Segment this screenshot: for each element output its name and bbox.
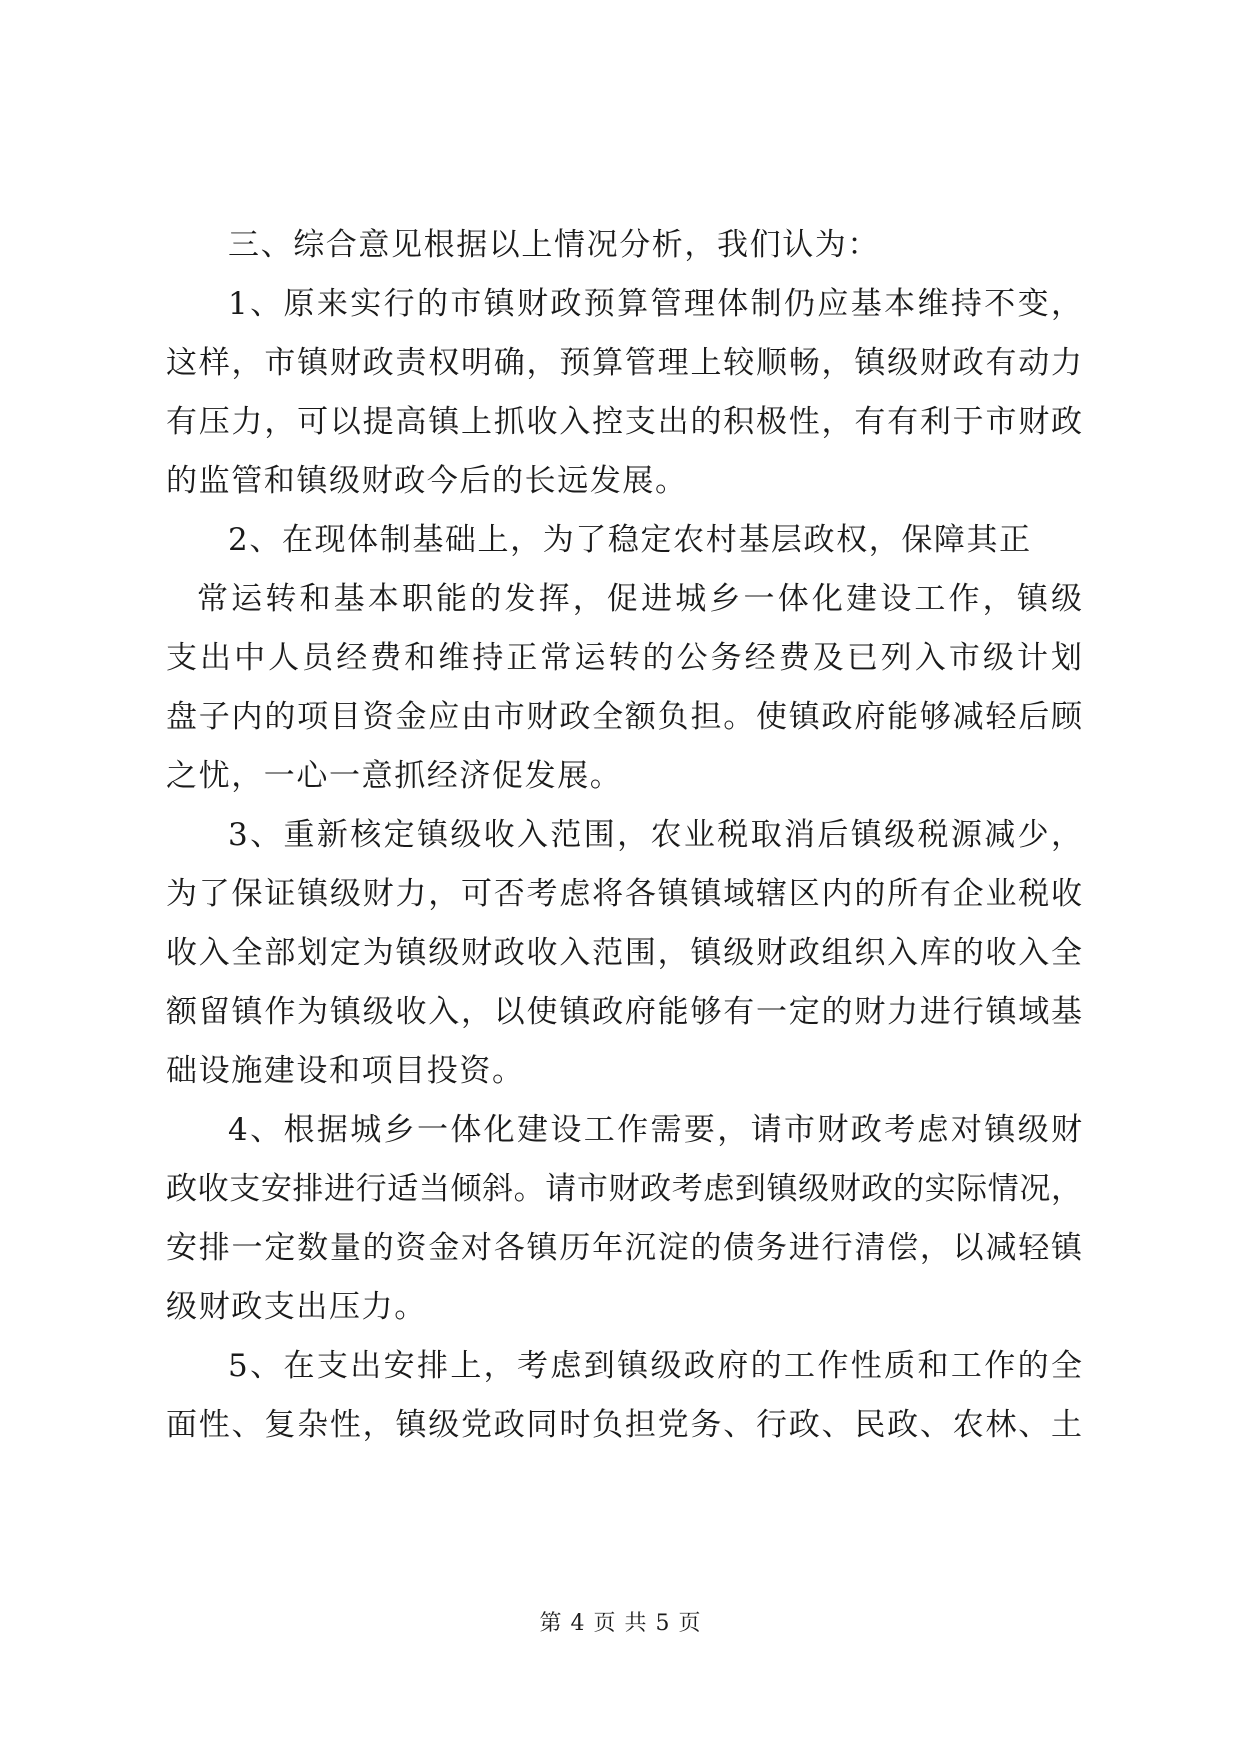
paragraph-line: 1、原来实行的市镇财政预算管理体制仍应基本维持不变， (228, 286, 1082, 322)
paragraph-line: 4、根据城乡一体化建设工作需要，请市财政考虑对镇级财 (228, 1112, 1082, 1148)
page-number-footer: 第 4 页 共 5 页 (539, 1611, 702, 1636)
paragraph-line: 支出中人员经费和维持正常运转的公务经费及已列入市级计划 (166, 640, 1082, 676)
paragraph-line: 额留镇作为镇级收入，以使镇政府能够有一定的财力进行镇域基 (166, 994, 1082, 1030)
document-body (166, 216, 1082, 1455)
paragraph-line: 有压力，可以提高镇上抓收入控支出的积极性，有有利于市财政 (166, 404, 1082, 440)
paragraph-line: 常运转和基本职能的发挥，促进城乡一体化建设工作，镇级 (197, 581, 1082, 617)
paragraph-line: 之忧，一心一意抓经济促发展。 (166, 758, 623, 794)
paragraph-line: 2、在现体制基础上，为了稳定农村基层政权，保障其正 (228, 522, 1032, 558)
paragraph-line: 础设施建设和项目投资。 (166, 1053, 525, 1089)
paragraph-line: 盘子内的项目资金应由市财政全额负担。使镇政府能够减轻后顾 (166, 699, 1082, 735)
paragraph-line: 政收支安排进行适当倾斜。请市财政考虑到镇级财政的实际情况， (166, 1171, 1082, 1207)
paragraph-line: 面性、复杂性，镇级党政同时负担党务、行政、民政、农林、土 (166, 1407, 1082, 1443)
paragraph-line: 3、重新核定镇级收入范围，农业税取消后镇级税源减少， (228, 817, 1082, 853)
paragraph-line: 为了保证镇级财力，可否考虑将各镇镇域辖区内的所有企业税收 (166, 876, 1082, 912)
paragraph-line: 这样，市镇财政责权明确，预算管理上较顺畅，镇级财政有动力 (166, 345, 1082, 381)
paragraph-line: 安排一定数量的资金对各镇历年沉淀的债务进行清偿，以减轻镇 (166, 1230, 1082, 1266)
paragraph-line: 级财政支出压力。 (166, 1289, 427, 1325)
paragraph-line: 收入全部划定为镇级财政收入范围，镇级财政组织入库的收入全 (166, 935, 1082, 971)
paragraph-line: 5、在支出安排上，考虑到镇级政府的工作性质和工作的全 (228, 1348, 1082, 1384)
paragraph-heading-line: 三、综合意见根据以上情况分析，我们认为： (228, 227, 880, 263)
paragraph-line: 的监管和镇级财政今后的长远发展。 (166, 463, 688, 499)
